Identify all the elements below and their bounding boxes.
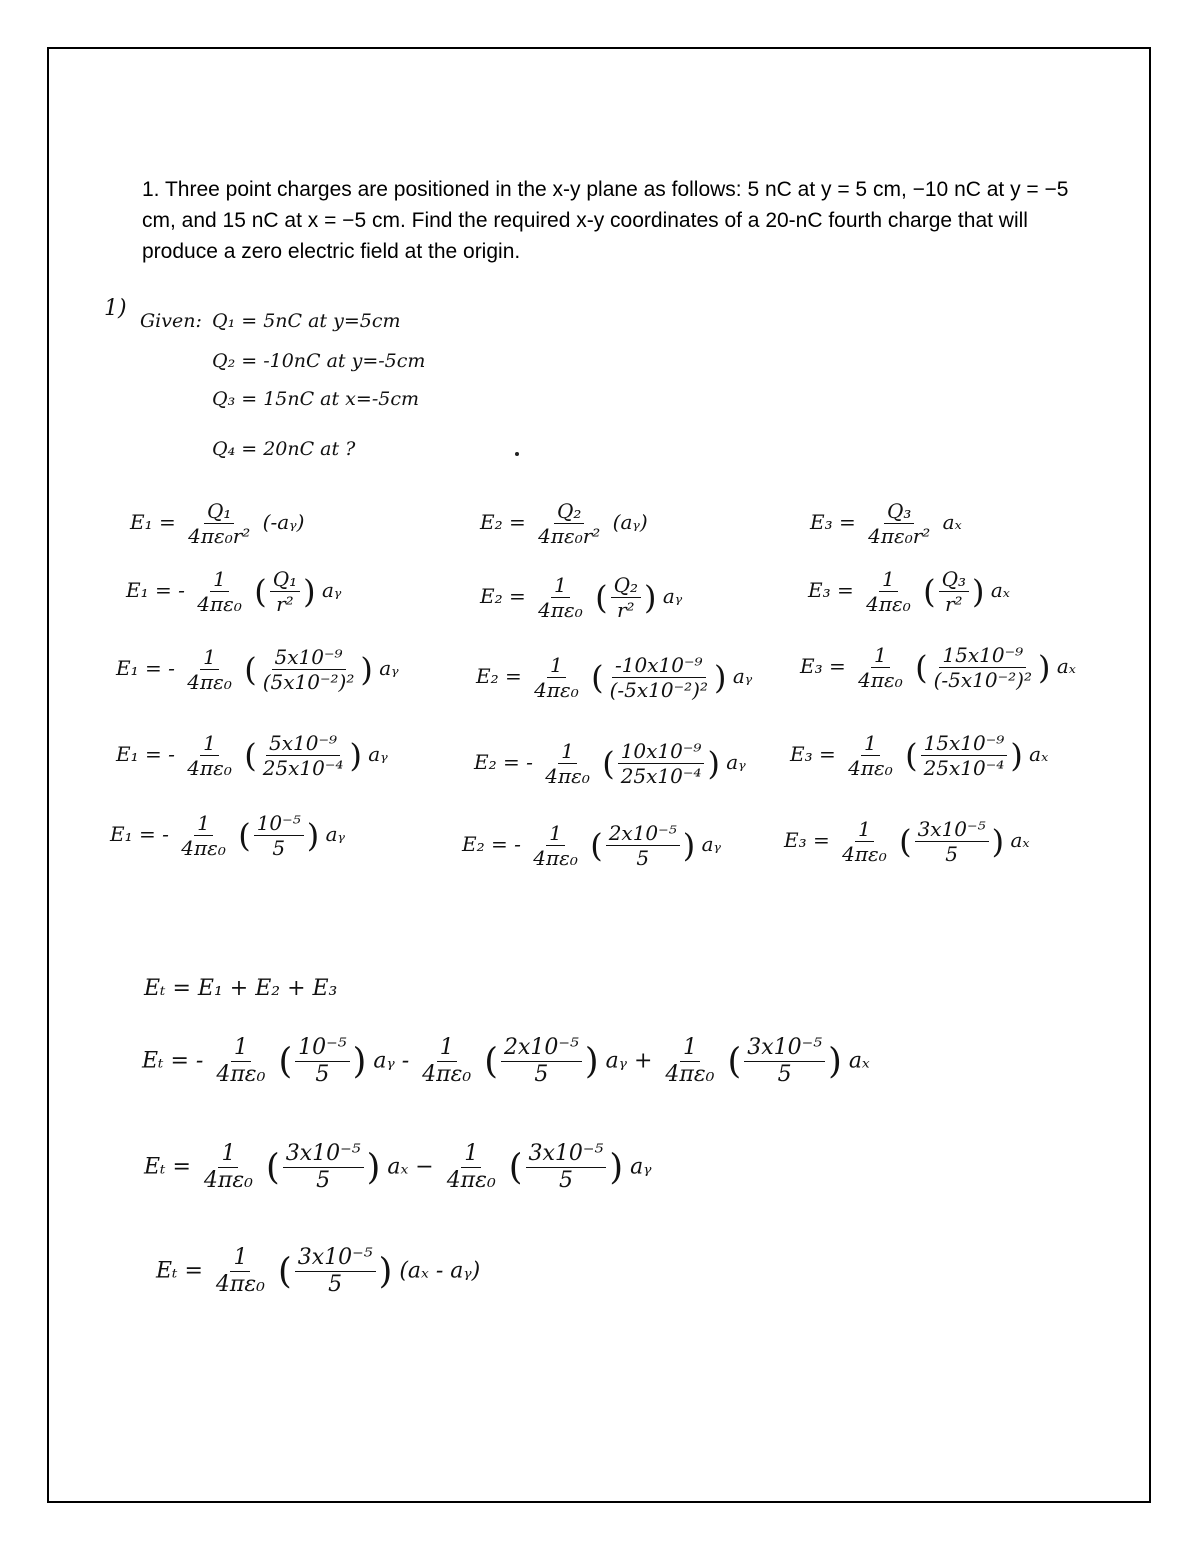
e2-row-3: E₂ = $\frac{1}{\text{4πε₀}}$ ( $\frac{\text{-10x10⁻⁹}}{\text{(-5x10⁻²)²}}$ ) aᵧ bbox=[476, 653, 753, 702]
e3-row-5: E₃ = $\frac{1}{\text{4πε₀}}$ ( $\frac{\text{3x10⁻⁵}}{5}$ ) aₓ bbox=[784, 817, 1030, 866]
e3-row-1: E₃ = $\frac{\text{Q₃}}{\text{4πε₀r²}}$ aₓ bbox=[810, 499, 962, 548]
e1-row-2: E₁ = - $\frac{1}{\text{4πε₀}}$ ( $\frac{\text{Q₁}}{\text{r²}}$ ) aᵧ bbox=[126, 567, 342, 616]
stray-dot bbox=[515, 452, 519, 456]
e3-row-2: E₃ = $\frac{1}{\text{4πε₀}}$ ( $\frac{\text{Q₃}}{\text{r²}}$ ) aₓ bbox=[808, 567, 1010, 616]
total-row-2: Eₜ = - $\frac{1}{\text{4πε₀}}$ ( $\frac{\text{10⁻⁵}}{5}$ ) aᵧ - $\frac{1}{\text{4πε₀}}$ ( $\frac{\text{2x10⁻⁵}}{5}$ ) aᵧ + $\frac{1}{\text{4πε₀}}$ ( $\frac{\text{3x10⁻⁵}}{5}$ ) aₓ bbox=[142, 1035, 870, 1088]
e1-row-5: E₁ = - $\frac{1}{\text{4πε₀}}$ ( $\frac{\text{10⁻⁵}}{5}$ ) aᵧ bbox=[110, 811, 346, 860]
given-q1: Q₁ = 5nC at y=5cm bbox=[212, 310, 401, 332]
given-q3: Q₃ = 15nC at x=-5cm bbox=[212, 388, 419, 410]
e1-row-3: E₁ = - $\frac{1}{\text{4πε₀}}$ ( $\frac{\text{5x10⁻⁹}}{\text{(5x10⁻²)²}}$ ) aᵧ bbox=[116, 645, 399, 694]
total-sum: Eₜ = E₁ + E₂ + E₃ bbox=[144, 976, 338, 1001]
given-q2: Q₂ = -10nC at y=-5cm bbox=[212, 350, 426, 372]
e2-row-5: E₂ = - $\frac{1}{\text{4πε₀}}$ ( $\frac{\text{2x10⁻⁵}}{5}$ ) aᵧ bbox=[462, 821, 722, 870]
total-row-3: Eₜ = $\frac{1}{\text{4πε₀}}$ ( $\frac{\text{3x10⁻⁵}}{5}$ ) aₓ − $\frac{1}{\text{4πε₀}}$ ( $\frac{\text{3x10⁻⁵}}{5}$ ) aᵧ bbox=[144, 1141, 652, 1194]
e2-row-2: E₂ = $\frac{1}{\text{4πε₀}}$ ( $\frac{\text{Q₂}}{\text{r²}}$ ) aᵧ bbox=[480, 573, 683, 622]
e1-row-1: E₁ = $\frac{\text{Q₁}}{\text{4πε₀r²}}$ (-aᵧ) bbox=[130, 499, 305, 548]
e2-row-4: E₂ = - $\frac{1}{\text{4πε₀}}$ ( $\frac{\text{10x10⁻⁹}}{\text{25x10⁻⁴}}$ ) aᵧ bbox=[474, 739, 746, 788]
e2-row-1: E₂ = $\frac{\text{Q₂}}{\text{4πε₀r²}}$ (aᵧ) bbox=[480, 499, 648, 548]
given-label: Given: bbox=[140, 310, 202, 332]
e3-row-3: E₃ = $\frac{1}{\text{4πε₀}}$ ( $\frac{\text{15x10⁻⁹}}{\text{(-5x10⁻²)²}}$ ) aₓ bbox=[800, 643, 1076, 692]
solution-number: 1) bbox=[104, 296, 127, 321]
total-row-4: Eₜ = $\frac{1}{\text{4πε₀}}$ ( $\frac{\text{3x10⁻⁵}}{5}$ ) (aₓ - aᵧ) bbox=[156, 1245, 481, 1298]
e3-row-4: E₃ = $\frac{1}{\text{4πε₀}}$ ( $\frac{\text{15x10⁻⁹}}{\text{25x10⁻⁴}}$ ) aₓ bbox=[790, 731, 1049, 780]
given-q4: Q₄ = 20nC at ? bbox=[212, 438, 356, 460]
e1-row-4: E₁ = - $\frac{1}{\text{4πε₀}}$ ( $\frac{\text{5x10⁻⁹}}{\text{25x10⁻⁴}}$ ) aᵧ bbox=[116, 731, 388, 780]
problem-statement: 1. Three point charges are positioned in the x-y plane as follows: 5 nC at y = 5 cm, −10 nC at y = −5 cm, and 15 nC at x = −5 cm. Find the required x-y coordinates of a 20-nC fourth charge that will produce a zero electric field at the origin. bbox=[142, 178, 1069, 263]
